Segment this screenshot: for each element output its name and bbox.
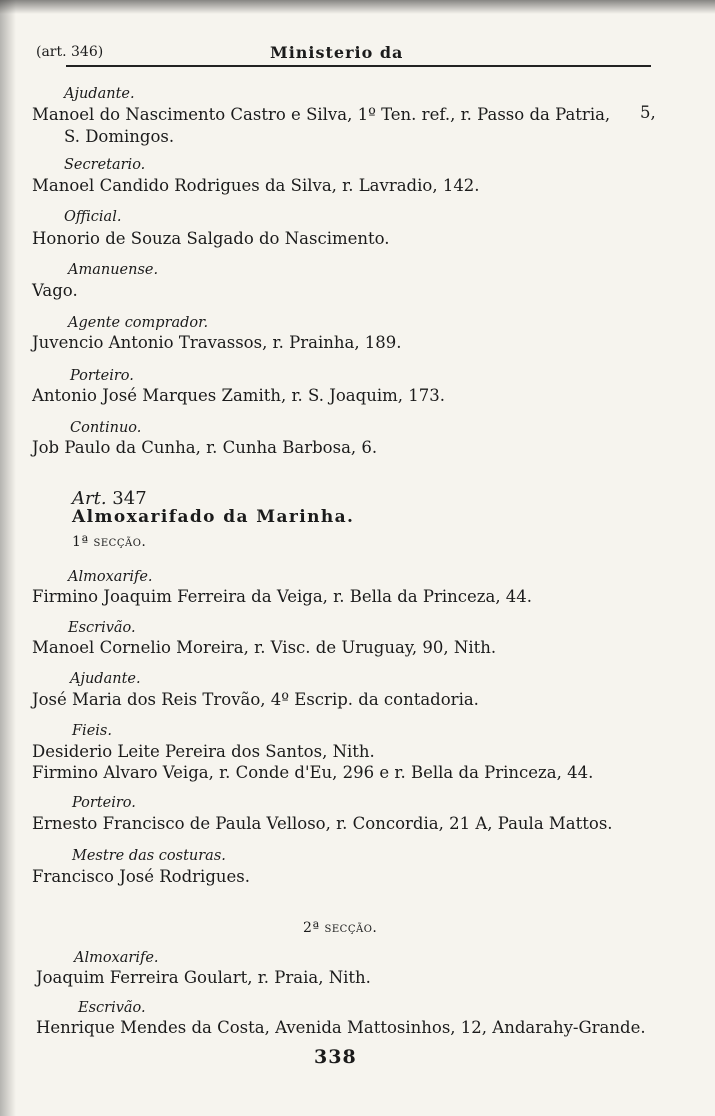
section-word: secção.	[93, 534, 147, 550]
header-title: Ministerio da	[270, 43, 404, 62]
role-label: Ajudante.	[64, 86, 135, 102]
entry-line: Henrique Mendes da Costa, Avenida Mattosinhos, 12, Andarahy-Grande.	[36, 1018, 646, 1037]
entry-line: José Maria dos Reis Trovão, 4º Escrip. da contadoria.	[32, 690, 479, 709]
section-heading	[303, 920, 377, 936]
section-heading	[72, 534, 146, 550]
entry-line: Joaquim Ferreira Goulart, r. Praia, Nith.	[36, 968, 371, 987]
role-label: Fieis.	[72, 723, 112, 739]
header-rule	[66, 65, 651, 67]
entry-line: Juvencio Antonio Travassos, r. Prainha, 189.	[32, 333, 402, 352]
entry-line: Desiderio Leite Pereira dos Santos, Nith.	[32, 742, 375, 761]
entry-line: Ernesto Francisco de Paula Velloso, r. Concordia, 21 A, Paula Mattos.	[32, 814, 613, 833]
entry-line: Firmino Joaquim Ferreira da Veiga, r. Bella da Princeza, 44.	[32, 587, 533, 606]
article-number: 347	[112, 488, 147, 509]
role-label: Almoxarife.	[68, 569, 153, 585]
entry-line: Francisco José Rodrigues.	[32, 867, 250, 886]
section-number: 2ª	[303, 920, 320, 936]
running-header	[36, 44, 651, 68]
article-title: Almoxarifado da Marinha.	[72, 507, 355, 527]
role-label: Almoxarife.	[74, 950, 159, 966]
entry-line: Job Paulo da Cunha, r. Cunha Barbosa, 6.	[32, 438, 378, 457]
role-label: Ajudante.	[70, 671, 141, 687]
entry-line: Firmino Alvaro Veiga, r. Conde d'Eu, 296 e r. Bella da Princeza, 44.	[32, 763, 594, 782]
role-label: Agente comprador.	[68, 315, 209, 331]
role-label: Porteiro.	[72, 795, 136, 811]
role-label: Official.	[64, 209, 122, 225]
entry-line: Manoel Candido Rodrigues da Silva, r. Lavradio, 142.	[32, 176, 480, 195]
article-label: Art.	[72, 488, 107, 509]
page-number: 338	[314, 1046, 357, 1068]
role-label: Escrivão.	[68, 620, 136, 636]
entry-line: Antonio José Marques Zamith, r. S. Joaquim, 173.	[32, 386, 445, 405]
margin-number: 5,	[640, 103, 656, 122]
section-word: secção.	[324, 920, 378, 936]
entry-line: Vago.	[32, 281, 78, 300]
section-number: 1ª	[72, 534, 89, 550]
role-label: Continuo.	[70, 420, 142, 436]
page-top-edge-shadow	[0, 0, 715, 14]
entry-line: Manoel Cornelio Moreira, r. Visc. de Uruguay, 90, Nith.	[32, 638, 497, 657]
role-label: Secretario.	[64, 157, 146, 173]
role-label: Porteiro.	[70, 368, 134, 384]
page-left-edge-shadow	[0, 0, 16, 1116]
header-article-ref: (art. 346)	[36, 44, 104, 60]
article-heading	[72, 488, 147, 509]
role-label: Amanuense.	[68, 262, 159, 278]
entry-line: Honorio de Souza Salgado do Nascimento.	[32, 229, 390, 248]
entry-line: S. Domingos.	[64, 127, 175, 146]
role-label: Mestre das costuras.	[72, 848, 226, 864]
entry-line: Manoel do Nascimento Castro e Silva, 1º Ten. ref., r. Passo da Patria,	[32, 105, 611, 124]
role-label: Escrivão.	[78, 1000, 146, 1016]
